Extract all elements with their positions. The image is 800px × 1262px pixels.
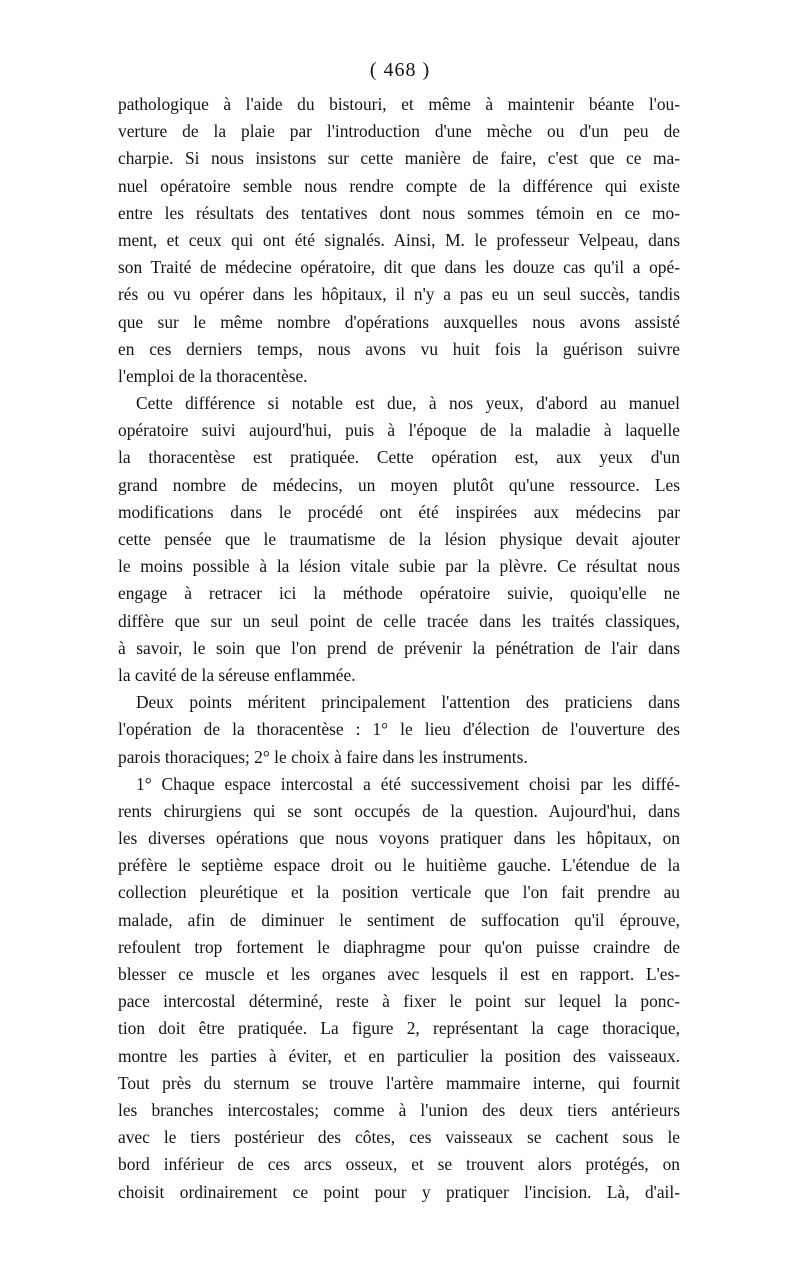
- text-line: le moins possible à la lésion vitale subie par la plèvre. Ce résultat nous: [118, 556, 680, 577]
- text-line: montre les parties à éviter, et en particulier la position des vaisseaux.: [118, 1045, 680, 1066]
- page-number: ( 468 ): [369, 59, 431, 81]
- text-line: engage à retracer ici la méthode opératoire suivie, quoiqu'elle ne: [118, 583, 680, 604]
- text-line: cette pensée que le traumatisme de la lésion physique devait ajouter: [118, 529, 680, 549]
- text-line: parois thoraciques; 2° le choix à faire dans les instruments.: [118, 746, 528, 767]
- text-line: Cette différence si notable est due, à nos yeux, d'abord au manuel: [136, 393, 680, 414]
- text-line: verture de la plaie par l'introduction d'une mèche ou d'un peu de: [118, 121, 680, 142]
- text-line: à savoir, le soin que l'on prend de prévenir la pénétration de l'air dans: [118, 637, 680, 658]
- text-line: entre les résultats des tentatives dont nous sommes témoin en ce mo-: [118, 202, 680, 223]
- text-line: rents chirurgiens qui se sont occupés de la question. Aujourd'hui, dans: [118, 800, 680, 821]
- text-line: les diverses opérations que nous voyons pratiquer dans les hôpitaux, on: [118, 828, 680, 849]
- text-line: tion doit être pratiquée. La figure 2, représentant la cage thoracique,: [118, 1018, 680, 1039]
- text-line: l'opération de la thoracentèse : 1° le lieu d'élection de l'ouverture des: [118, 719, 680, 740]
- text-line: blesser ce muscle et les organes avec lesquels il est en rapport. L'es-: [118, 964, 680, 984]
- text-line: malade, afin de diminuer le sentiment de suffocation qu'il éprouve,: [118, 909, 680, 930]
- text-line: opératoire suivi aujourd'hui, puis à l'époque de la maladie à laquelle: [118, 420, 680, 441]
- text-line: l'emploi de la thoracentèse.: [118, 365, 308, 386]
- text-line: Deux points méritent principalement l'attention des praticiens dans: [136, 692, 680, 713]
- text-line: modifications dans le procédé ont été inspirées aux médecins par: [118, 501, 680, 522]
- text-line: pathologique à l'aide du bistouri, et même à maintenir béante l'ou-: [118, 94, 680, 114]
- text-line: la cavité de la séreuse enflammée.: [118, 664, 356, 685]
- text-line: préfère le septième espace droit ou le huitième gauche. L'étendue de la: [118, 855, 680, 876]
- text-line: collection pleurétique et la position verticale que l'on fait prendre au: [118, 882, 680, 903]
- text-line: Tout près du sternum se trouve l'artère mammaire interne, qui fournit: [118, 1072, 680, 1093]
- text-line: bord inférieur de ces arcs osseux, et se trouvent alors protégés, on: [118, 1154, 680, 1175]
- text-line: choisit ordinairement ce point pour y pratiquer l'incision. Là, d'ail-: [118, 1181, 680, 1202]
- text-line: rés ou vu opérer dans les hôpitaux, il n'y a pas eu un seul succès, tandis: [118, 284, 680, 305]
- body-text: [118, 91, 680, 1206]
- text-line: que sur le même nombre d'opérations auxquelles nous avons assisté: [118, 311, 680, 332]
- text-line: nuel opératoire semble nous rendre compte de la différence qui existe: [118, 175, 680, 196]
- text-line: avec le tiers postérieur des côtes, ces vaisseaux se cachent sous le: [118, 1127, 680, 1148]
- text-line: 1° Chaque espace intercostal a été successivement choisi par les diffé-: [136, 773, 680, 794]
- text-line: refoulent trop fortement le diaphragme pour qu'on puisse craindre de: [118, 936, 680, 957]
- text-line: ment, et ceux qui ont été signalés. Ainsi, M. le professeur Velpeau, dans: [118, 229, 680, 250]
- text-line: charpie. Si nous insistons sur cette manière de faire, c'est que ce ma-: [118, 148, 680, 169]
- text-line: grand nombre de médecins, un moyen plutôt qu'une ressource. Les: [118, 474, 680, 495]
- text-line: les branches intercostales; comme à l'union des deux tiers antérieurs: [118, 1099, 680, 1120]
- text-line: diffère que sur un seul point de celle tracée dans les traités classiques,: [118, 610, 680, 631]
- text-line: la thoracentèse est pratiquée. Cette opération est, aux yeux d'un: [118, 447, 680, 468]
- text-line: pace intercostal déterminé, reste à fixer le point sur lequel la ponc-: [118, 991, 680, 1012]
- text-line: en ces derniers temps, nous avons vu huit fois la guérison suivre: [118, 338, 680, 359]
- text-line: son Traité de médecine opératoire, dit que dans les douze cas qu'il a opé-: [118, 257, 680, 278]
